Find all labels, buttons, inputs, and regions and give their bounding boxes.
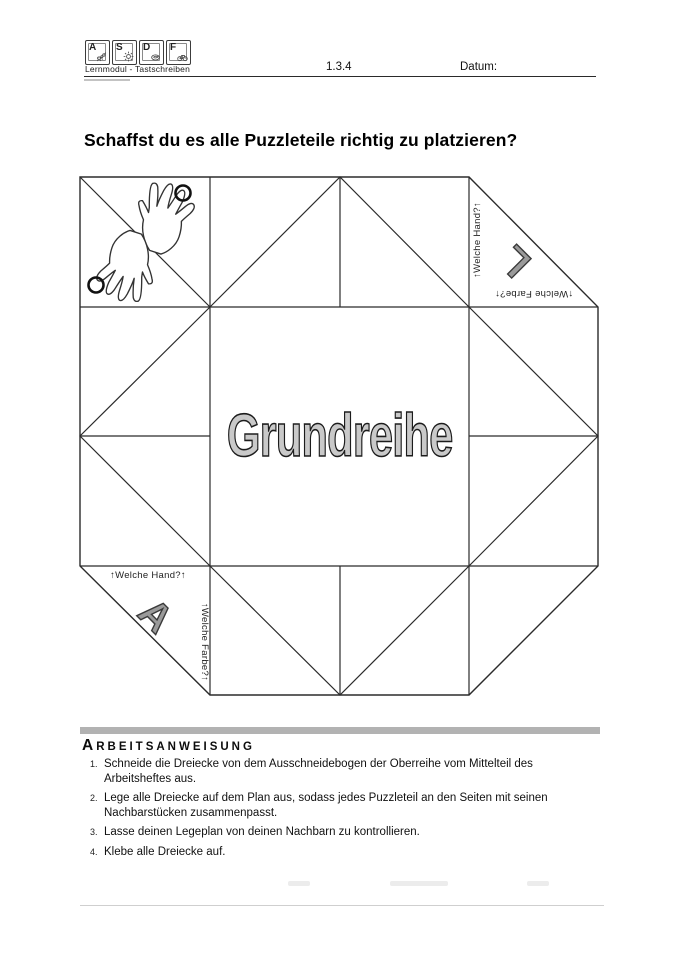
list-item-text: Schneide die Dreiecke von dem Ausschneidebogen der Oberreihe vom Mittelteil des Arbeitsheftes aus.: [104, 758, 533, 785]
module-caption: Lernmodul - Tastschreiben: [85, 64, 191, 74]
lesson-number: 1.3.4: [326, 61, 352, 73]
key-d-letter: D: [143, 42, 151, 53]
list-item: [90, 845, 595, 860]
list-item-text: Lege alle Dreiecke auf dem Plan aus, sodass jedes Puzzleteil an den Seiten mit seinen Nachbarstücken zusammenpasst.: [104, 792, 548, 819]
footer-divider: [80, 905, 604, 906]
flap-tr-hand-question: ↑Welche Hand?↑: [472, 202, 483, 278]
instructions-bar: [80, 727, 600, 734]
flap-bl-letter-a: A: [129, 590, 182, 642]
key-f-letter: F: [170, 42, 177, 53]
instructions-heading: [82, 737, 255, 755]
list-item-number: 4.: [90, 846, 98, 857]
list-item-text: Lasse deinen Legeplan von deinen Nachbarn zu kontrollieren.: [104, 826, 420, 838]
flap-tr-letter-l: L: [491, 236, 540, 286]
instructions-heading-initial: A: [82, 737, 97, 754]
flap-tr-color-question: ↑Welche Farbe?↑: [494, 288, 574, 299]
instructions-list: [90, 757, 595, 864]
list-item: [90, 791, 595, 820]
flap-bl-hand-question: ↑Welche Hand?↑: [110, 570, 186, 581]
list-item-number: 2.: [90, 793, 98, 803]
list-item: [90, 825, 595, 840]
instructions-heading-rest: RBEITSANWEISUNG: [96, 741, 255, 753]
page-title: Schaffst du es alle Puzzleteile richtig zu platzieren?: [84, 130, 518, 150]
list-item-text: Klebe alle Dreiecke auf.: [104, 845, 226, 858]
list-item-number: 3.: [90, 827, 98, 837]
list-item-number: 1.: [90, 759, 98, 769]
key-a-letter: A: [89, 42, 97, 53]
center-row-title: [210, 307, 469, 565]
center-row-title-text: Grundreihe: [226, 402, 453, 469]
date-label: Datum:: [460, 61, 498, 73]
list-item: [90, 757, 595, 786]
key-s-letter: S: [116, 42, 123, 53]
footer-faint-marks: [0, 881, 680, 887]
flap-bl-color-question: ↑Welche Farbe?↑: [199, 602, 210, 682]
